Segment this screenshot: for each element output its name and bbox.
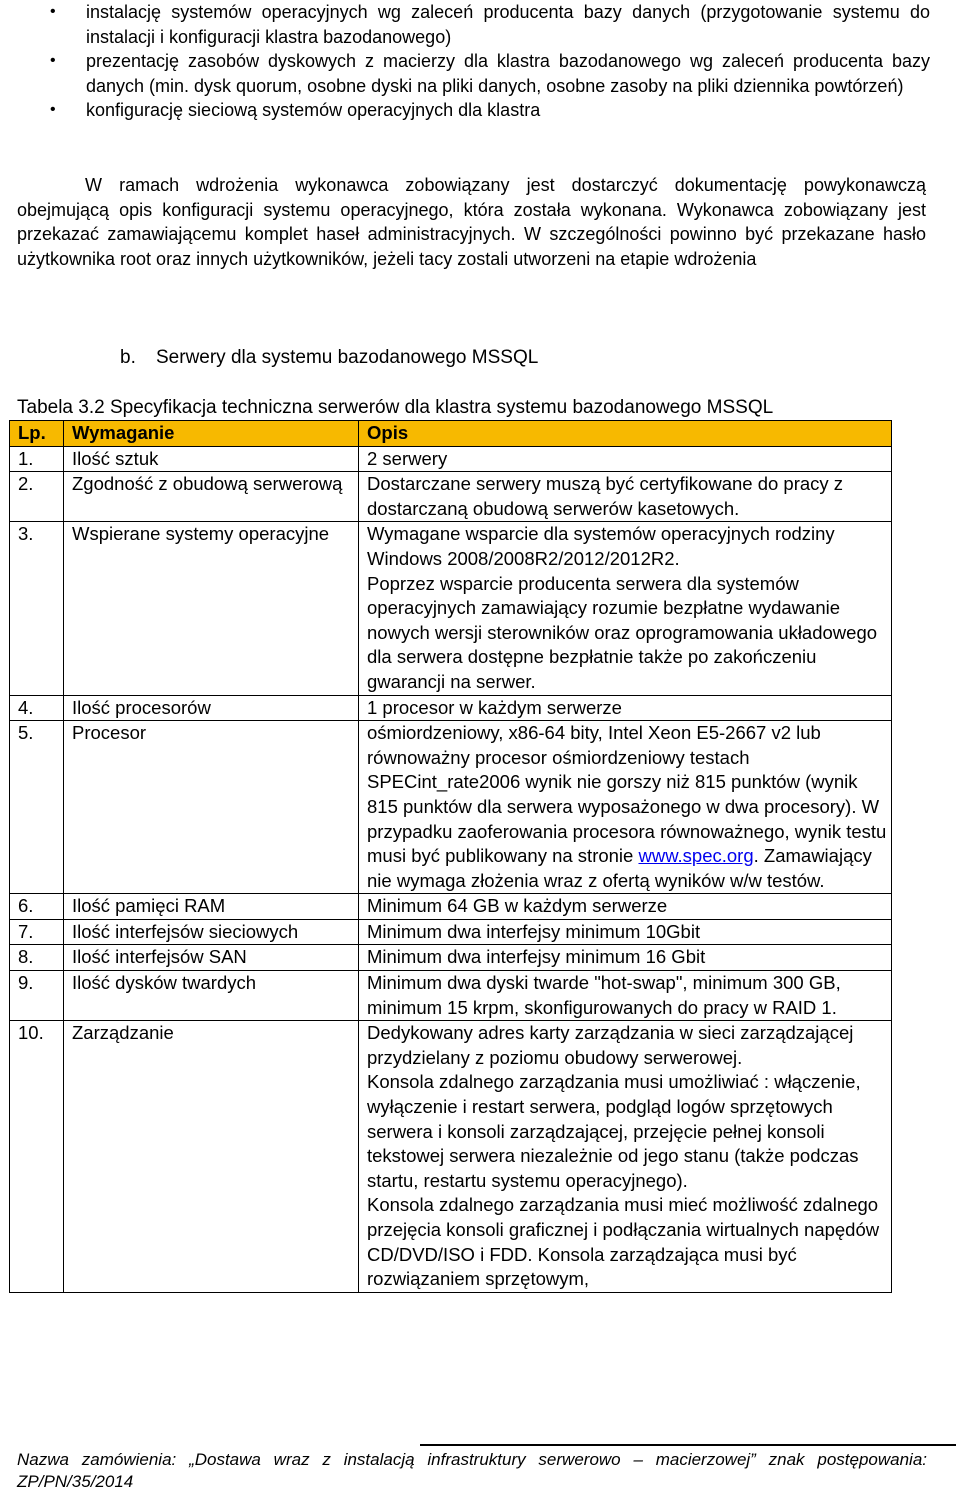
- cell-requirement: Wspierane systemy operacyjne: [64, 522, 359, 695]
- cell-lp: 4.: [10, 695, 64, 721]
- bullet-icon: •: [50, 3, 56, 20]
- cell-description: ośmiordzeniowy, x86-64 bity, Intel Xeon E5-2667 v2 lub równoważny procesor ośmiordzeniowy testach SPECint_rate2006 wynik nie gorszy niż 815 punktów (wynik 815 punktów dla serwera wyposażonego w dwa procesory). W przypadku zaoferowania procesora równoważnego, wynik testu musi być publikowany na stronie www.spec.org. Zamawiający nie wymaga złożenia wraz z ofertą wyników w/w testów.: [359, 721, 892, 894]
- cell-description: Minimum dwa dyski twarde "hot-swap", minimum 300 GB, minimum 15 krpm, skonfigurowanych do pracy w RAID 1.: [359, 971, 892, 1021]
- cell-lp: 7.: [10, 919, 64, 945]
- cell-lp: 8.: [10, 945, 64, 971]
- table-row: [10, 446, 892, 472]
- spec-org-link[interactable]: www.spec.org: [638, 845, 754, 867]
- body-paragraph: W ramach wdrożenia wykonawca zobowiązany jest dostarczyć dokumentację powykonawczą obejmującą opis konfiguracji systemu operacyjnego, która została wykonana. Wykonawca zobowiązany jest przekazać zamawiającemu komplet haseł administracyjnych. W szczególności powinno być przekazane hasło użytkownika root oraz innych użytkowników, jeżeli tacy zostali utworzeni na etapie wdrożenia: [17, 175, 926, 269]
- table-header-row: [10, 421, 892, 447]
- cell-description: Dedykowany adres karty zarządzania w sieci zarządzającej przydzielany z poziomu obudowy serwerowej. Konsola zdalnego zarządzania musi umożliwiać : włączenie, wyłączenie i restart serwera, podgląd logów sprzętowych serwera i konsoli zarządzającej, przejęcie pełnej konsoli tekstowej serwera niezależnie od jego stanu (także podczas startu, restartu systemu operacyjnego). Konsola zdalnego zarządzania musi mieć możliwość zdalnego przejęcia konsoli graficznej i podłączania wirtualnych napędów CD/DVD/ISO i FDD. Konsola zarządzająca musi być rozwiązaniem sprzętowym,: [359, 1021, 892, 1293]
- cell-description: Minimum dwa interfejsy minimum 10Gbit: [359, 919, 892, 945]
- cell-description: Minimum 64 GB w każdym serwerze: [359, 894, 892, 920]
- bullet-icon: •: [50, 52, 56, 69]
- table-row: [10, 894, 892, 920]
- cell-lp: 10.: [10, 1021, 64, 1293]
- table-row: [10, 945, 892, 971]
- table-row: [10, 971, 892, 1021]
- cell-description: Dostarczane serwery muszą być certyfikowane do pracy z dostarczaną obudową serwerów kasetowych.: [359, 472, 892, 522]
- section-number: b.: [120, 347, 136, 368]
- cell-requirement: Ilość procesorów: [64, 695, 359, 721]
- bullet-icon: •: [50, 101, 56, 118]
- cell-lp: 9.: [10, 971, 64, 1021]
- cell-lp: 5.: [10, 721, 64, 894]
- page-footer: Nazwa zamówienia: „Dostawa wraz z instalacją infrastruktury serwerowo – macierzowej” znak postępowania: ZP/PN/35/2014: [17, 1450, 927, 1491]
- header-description: Opis: [359, 421, 892, 447]
- table-row: [10, 695, 892, 721]
- spec-table: [9, 420, 892, 1293]
- table-row: [10, 472, 892, 522]
- table-row: [10, 522, 892, 695]
- list-item: • instalację systemów operacyjnych wg zaleceń producenta bazy danych (przygotowanie systemu do instalacji i konfiguracji klastra bazodanowego): [50, 2, 930, 47]
- footer-divider: [420, 1444, 956, 1446]
- cell-lp: 2.: [10, 472, 64, 522]
- cell-description: Wymagane wsparcie dla systemów operacyjnych rodziny Windows 2008/2008R2/2012/2012R2. Poprzez wsparcie producenta serwera dla systemów operacyjnych zamawiający rozumie bezpłatne wydawanie nowych wersji sterowników oraz oprogramowania układowego dla serwera dostępne bezpłatnie także po zakończeniu gwarancji na serwer.: [359, 522, 892, 695]
- cell-requirement: Ilość sztuk: [64, 446, 359, 472]
- cell-description: Minimum dwa interfejsy minimum 16 Gbit: [359, 945, 892, 971]
- cell-requirement: Procesor: [64, 721, 359, 894]
- section-title: Serwery dla systemu bazodanowego MSSQL: [156, 347, 539, 368]
- list-item: • konfigurację sieciową systemów operacyjnych dla klastra: [0, 98, 960, 123]
- table-row: [10, 721, 892, 894]
- cell-requirement: Ilość dysków twardych: [64, 971, 359, 1021]
- cell-requirement: Zgodność z obudową serwerową: [64, 472, 359, 522]
- cell-requirement: Ilość interfejsów sieciowych: [64, 919, 359, 945]
- table-row: [10, 1021, 892, 1293]
- bullet-list: [0, 0, 960, 123]
- section-heading: [120, 346, 538, 370]
- cell-lp: 1.: [10, 446, 64, 472]
- cell-requirement: Ilość interfejsów SAN: [64, 945, 359, 971]
- cell-requirement: Zarządzanie: [64, 1021, 359, 1293]
- cell-requirement: Ilość pamięci RAM: [64, 894, 359, 920]
- header-lp: Lp.: [10, 421, 64, 447]
- cell-description: 2 serwery: [359, 446, 892, 472]
- cell-description: 1 procesor w każdym serwerze: [359, 695, 892, 721]
- list-item: • prezentację zasobów dyskowych z macierzy dla klastra bazodanowego wg zaleceń producenta bazy danych (min. dysk quorum, osobne dyski na pliki danych, osobne zasoby na pliki dziennika powtórzeń): [50, 51, 930, 96]
- header-requirement: Wymaganie: [64, 421, 359, 447]
- table-caption: Tabela 3.2 Specyfikacja techniczna serwerów dla klastra systemu bazodanowego MSSQL: [17, 397, 774, 418]
- cell-lp: 6.: [10, 894, 64, 920]
- table-row: [10, 919, 892, 945]
- cell-lp: 3.: [10, 522, 64, 695]
